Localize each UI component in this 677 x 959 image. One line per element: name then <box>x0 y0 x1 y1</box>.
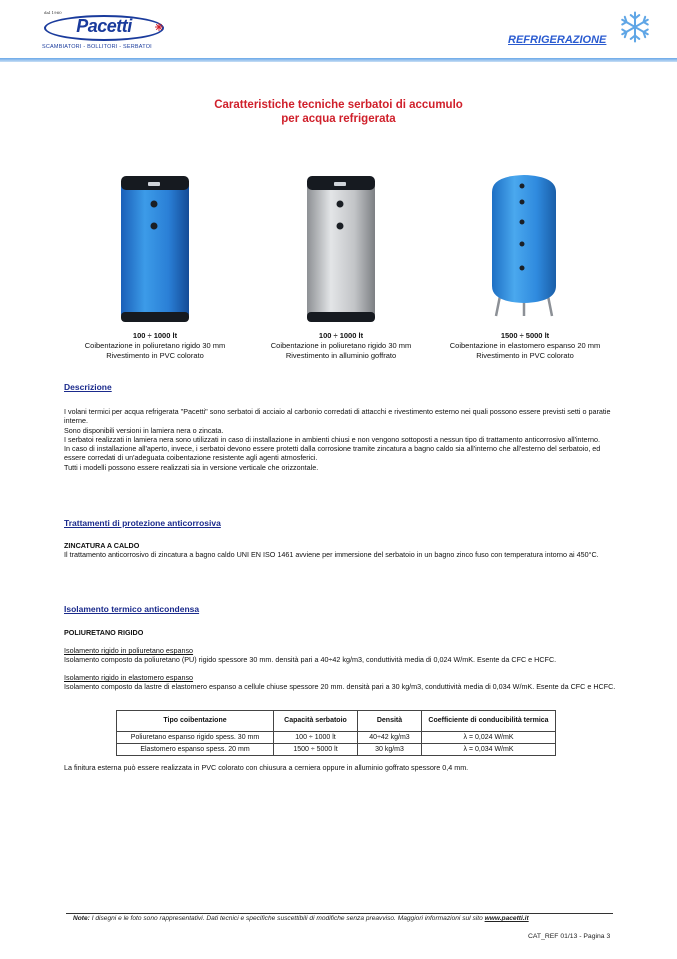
product-capacity: 100 ÷ 1000 lt <box>318 331 364 340</box>
page-title <box>0 98 677 126</box>
table-header-cell: Coefficiente di conducibilità termica <box>422 711 556 732</box>
logo-tagline: SCAMBIATORI - BOLLITORI - SERBATOI <box>42 44 152 50</box>
section-label: REFRIGERAZIONE <box>508 34 607 46</box>
finish-note: La finitura esterna può essere realizzata in PVC colorato con chiusura a cerniera oppure in alluminio goffrato spessore 0,4 mm. <box>64 763 469 772</box>
table-cell: 30 kg/m3 <box>358 744 422 756</box>
heading-trattamenti: Trattamenti di protezione anticorrosiva <box>64 518 221 528</box>
product-insulation: Coibentazione in elastomero espanso 20 mm <box>449 341 601 350</box>
product-insulation: Coibentazione in poliuretano rigido 30 mm <box>270 341 412 350</box>
snowflake-icon <box>618 10 652 44</box>
paragraph: Tutti i modelli possono essere realizzati sia in versione verticale che orizzontale. <box>64 462 319 472</box>
header-divider <box>0 58 677 62</box>
logo-snowflake-icon <box>155 23 163 31</box>
product-caption-1 <box>70 331 240 361</box>
paragraph: Sono disponibili versioni in lamiera nera o zincata. <box>64 425 224 435</box>
paragraph: I volani termici per acqua refrigerata "Pacetti" sono serbatoi di acciaio al carbonio corredati di attacchi e rivestimento esterno nei quali possono essere previsti setti o paratie interne. <box>64 407 611 426</box>
silver-tank-icon <box>304 174 378 324</box>
isolamento-item2-title: Isolamento rigido in elastomero espanso <box>64 673 194 682</box>
logo-established: dal 1960 <box>44 10 62 15</box>
isolamento-item1-title: Isolamento rigido in poliuretano espanso <box>64 646 194 655</box>
table-cell: 40÷42 kg/m3 <box>358 732 422 744</box>
table-cell: Poliuretano espanso rigido spess. 30 mm <box>117 732 274 744</box>
table-cell: λ = 0,034 W/mK <box>422 744 556 756</box>
page-number: CAT_REF 01/13 - Pagina 3 <box>528 933 611 940</box>
subheading-poliuretano: POLIURETANO RIGIDO <box>64 628 144 637</box>
table-row <box>117 744 556 756</box>
footer-divider <box>66 913 613 914</box>
blue-tank-icon <box>118 174 192 324</box>
product-finish: Rivestimento in PVC colorato <box>106 351 204 360</box>
isolamento-item2-text: Isolamento composto da lastre di elastomero espanso a cellule chiuse spessore 20 mm. densità pari a 30 kg/m3, conduttività media di 0,034 W/mK. Esente da CFC e HCFC. <box>64 682 616 691</box>
subheading-zincatura: ZINCATURA A CALDO <box>64 541 140 550</box>
table-cell: Elastomero espanso spess. 20 mm <box>117 744 274 756</box>
footer-note-label: Note: <box>73 915 90 922</box>
table-row <box>117 732 556 744</box>
footer-note-text: I disegni e le foto sono rappresentativi. Dati tecnici e specifiche suscettibili di modifiche senza preavviso. Maggiori informazioni sul sito <box>89 915 485 922</box>
page-title-line1: Caratteristiche tecniche serbatoi di accumulo <box>214 99 463 111</box>
product-finish: Rivestimento in PVC colorato <box>476 351 574 360</box>
table-cell: 1500 ÷ 5000 lt <box>274 744 358 756</box>
heading-isolamento: Isolamento termico anticondensa <box>64 604 200 614</box>
isolamento-item1-text: Isolamento composto da poliuretano (PU) rigido spessore 30 mm. densità pari a 40÷42 kg/m3, conduttività media di 0,024 W/mK. Esente da CFC e HCFC. <box>64 655 557 664</box>
page-title-line2: per acqua refrigerata <box>281 113 396 125</box>
website-link[interactable]: www.pacetti.it <box>484 915 529 922</box>
paragraph: In caso di installazione all'aperto, invece, i serbatoi devono essere protetti dalla corrosione tramite zincatura a bagno caldo sia all'interno che all'esterno del serbatoio, ed essere corredati di un'adeguata coibentazione resistente agli agenti atmosferici. <box>64 444 601 463</box>
paragraph: I serbatoi realizzati in lamiera nera sono utilizzati in caso di installazione in ambienti chiusi e non vengono sottoposti a nessun tipo di trattamento anticorrosivo all'interno. <box>64 434 600 444</box>
insulation-spec-table <box>116 710 556 756</box>
footer-note <box>73 915 529 922</box>
table-header-cell: Tipo coibentazione <box>117 711 274 732</box>
product-finish: Rivestimento in alluminio goffrato <box>285 351 397 360</box>
descrizione-body <box>64 407 620 472</box>
product-capacity: 1500 ÷ 5000 lt <box>500 331 550 340</box>
product-caption-3 <box>440 331 610 361</box>
trattamenti-text: Il trattamento anticorrosivo di zincatura a bagno caldo UNI EN ISO 1461 avviene per immersione del serbatoio in un bagno zinco fuso con temperatura intorno ai 450°C. <box>64 550 599 559</box>
table-cell: 100 ÷ 1000 lt <box>274 732 358 744</box>
large-blue-tank-icon <box>486 170 562 330</box>
product-insulation: Coibentazione in poliuretano rigido 30 mm <box>84 341 226 350</box>
table-header-row <box>117 711 556 732</box>
product-caption-2 <box>256 331 426 361</box>
heading-descrizione: Descrizione <box>64 382 112 392</box>
table-cell: λ = 0,024 W/mK <box>422 732 556 744</box>
table-header-cell: Densità <box>358 711 422 732</box>
table-header-cell: Capacità serbatoio <box>274 711 358 732</box>
product-capacity: 100 ÷ 1000 lt <box>132 331 178 340</box>
logo-brand: Pacetti <box>76 16 132 36</box>
